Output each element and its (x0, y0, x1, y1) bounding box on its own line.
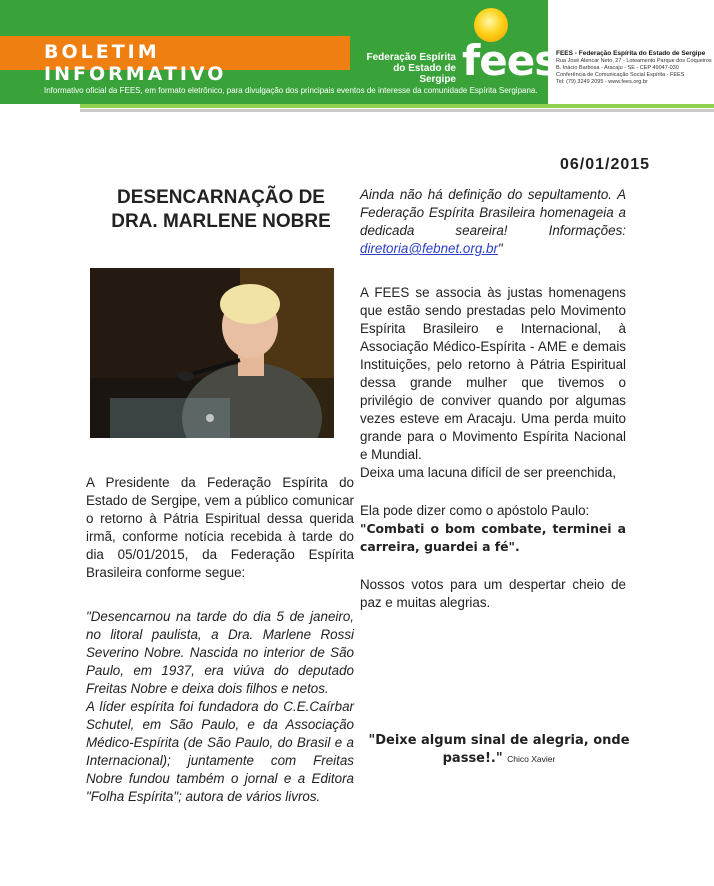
federation-line: do Estado de Sergipe (393, 63, 456, 85)
contact-title: FEES - Federação Espírita do Estado de Sergipe (556, 50, 706, 57)
title-line: DESENCARNAÇÃO DE (117, 187, 325, 208)
homage-paragraph: A FEES se associa às justas homenagens que estão sendo prestadas pelo Movimento Espírita Brasileiro e Internacional, à Associação Médico-Espírita - AME e demais Instituições, pelo retorno à Pátria Espiritual dessa grande mulher que tivemos o privilégio de conviver quando por algumas vezes esteve em Aracaju. Uma perda muito grande para o Movimento Espírita Nacional e Mundial. (360, 285, 626, 462)
banner-title-bar (0, 36, 350, 85)
federation-line: Federação Espírita (366, 52, 456, 63)
paulo-quote: "Combati o bom combate, terminei a carreira, guardei a fé". (360, 521, 626, 554)
motto-author: Chico Xavier (507, 754, 556, 764)
contact-line: B. Inácio Barbosa - Aracaju - SE - CEP 49047-030 (556, 65, 679, 71)
gap-paragraph: Deixa uma lacuna difícil de ser preenchida, (360, 465, 617, 480)
quote-paragraph-3 (360, 186, 626, 258)
contact-line: Tel: (79) 3249 2095 - www.fees.org.br (556, 79, 648, 85)
paulo-intro: Ela pode dizer como o apóstolo Paulo: (360, 503, 590, 518)
newsletter-header (0, 0, 714, 110)
right-column (360, 186, 626, 612)
portrait-illustration (90, 268, 334, 438)
contact-line: Rua José Alencar Neto, 27 - Loteamento Parque dos Coqueiros (556, 58, 712, 64)
left-column (86, 474, 354, 806)
tagline: Informativo oficial da FEES, em formato eletrônico, para divulgação dos principais eventos de interesse da comunidade Espírita Sergipana. (44, 86, 538, 95)
header-lime-rule (80, 104, 714, 108)
intro-paragraph: A Presidente da Federação Espírita do Estado de Sergipe, vem a público comunicar o retorno à Pátria Espiritual dessa querida irmã, conforme notícia recebida à tarde do dia 05/01/2015, da Federação Espírita Brasileira conforme segue: (86, 475, 354, 580)
quote-paragraph-1: "Desencarnou na tarde do dia 5 de janeiro, no litoral paulista, a Dra. Marlene Rossi Severino Nobre. Nascida no interior de São Paulo, em 1937, era viúva do deputado Freitas Nobre e deixa dois filhos e netos. (86, 609, 354, 696)
quote-close: " (497, 241, 503, 256)
quote-text: Ainda não há definição do sepultamento. A Federação Espírita Brasileira homenageia a dedicada seareira! Informações: (360, 187, 626, 238)
header-grey-rule (80, 109, 714, 112)
article-title (86, 186, 356, 234)
contact-block (556, 50, 712, 86)
motto-text: "Deixe algum sinal de alegria, onde passe!." (368, 733, 630, 766)
fees-logo: fees (462, 36, 559, 85)
email-link[interactable]: diretoria@febnet.org.br (360, 241, 498, 256)
closing-motto (358, 732, 640, 768)
wishes-paragraph: Nossos votos para um despertar cheio de paz e muitas alegrias. (360, 577, 626, 610)
portrait-photo (90, 268, 334, 438)
issue-date: 06/01/2015 (560, 156, 651, 173)
contact-line: Conferência de Comunicação Social Espírita - FEES (556, 72, 685, 78)
title-line: DRA. MARLENE NOBRE (111, 211, 331, 232)
banner-title: BOLETIM INFORMATIVO (44, 41, 227, 85)
quote-paragraph-2: A líder espírita foi fundadora do C.E.Caírbar Schutel, em São Paulo, e da Associação Médico-Espírita (de São Paulo, do Brasil e a Internacional); juntamente com Freitas Nobre fundou também o jornal e a Editora "Folha Espírita"; autora de vários livros. (86, 699, 354, 804)
federation-name (364, 52, 456, 85)
